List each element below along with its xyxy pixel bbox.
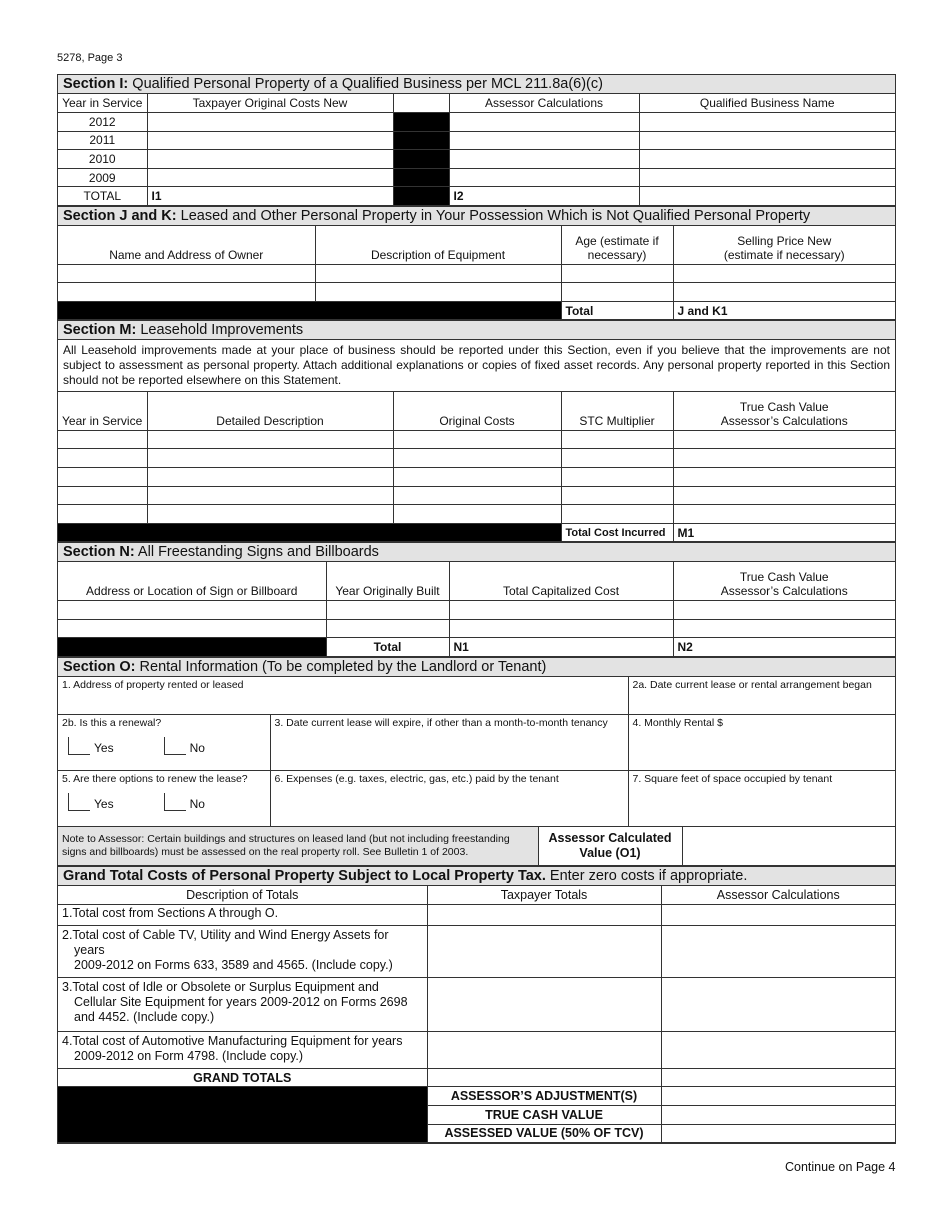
section-n-header [58,542,895,562]
assessor-calculated-value-label [538,827,682,865]
col-sign-address: Address or Location of Sign or Billboard [58,562,326,600]
continue-note: Continue on Page 4 [785,1160,896,1174]
section-i-title-bold: Section I: [63,76,129,92]
renewal-question [58,715,270,771]
lease-expire-field[interactable]: 3. Date current lease will expire, if other than a month-to-month tenancy [270,715,628,771]
address-input[interactable] [58,600,326,619]
tcv-input[interactable] [673,468,895,487]
options-no-checkbox[interactable] [164,793,186,811]
tcv-input[interactable] [673,619,895,638]
grand-total-title: Enter zero costs if appropriate. [545,867,748,884]
assessor-total-input[interactable] [661,925,895,977]
options-yes-label: Yes [94,797,114,812]
col-true-cash-value [673,392,895,430]
total-assessor-i2[interactable]: I2 [449,187,639,206]
jk-total-label: Total [561,301,673,320]
grand-totals-label: GRAND TOTALS [58,1068,427,1087]
address-input[interactable] [58,619,326,638]
cost-input[interactable] [147,131,393,150]
assessor-total-input[interactable] [661,904,895,925]
tcv-input[interactable] [673,505,895,524]
row2-line1: 2.Total cost of Cable TV, Utility and Wind Energy Assets for years [62,927,389,957]
assessor-input[interactable] [449,168,639,187]
year-cell: 2010 [58,150,147,169]
section-i-table [58,94,895,206]
year-input[interactable] [58,468,147,487]
year-cell: 2012 [58,113,147,132]
col-price-line1: Selling Price New [737,233,832,248]
year-input[interactable] [58,430,147,449]
col-true-cash-value [673,562,895,600]
grand-total-header [58,866,895,886]
col-taxpayer-cost: Taxpayer Original Costs New [147,94,393,113]
section-m-header [58,320,895,340]
form-body [57,74,896,1144]
section-i-header [58,75,895,94]
business-name-input[interactable] [639,168,895,187]
col-age [561,226,673,264]
true-cash-value-input[interactable] [661,1105,895,1124]
tcv-input[interactable] [673,430,895,449]
assessor-note-table [58,827,895,866]
total-row-label [58,1031,427,1068]
col-stc-multiplier: STC Multiplier [561,392,673,430]
assessor-adjustments-input[interactable] [661,1087,895,1106]
cost-input[interactable] [393,449,561,468]
assessor-total-input[interactable] [661,977,895,1031]
renewal-yes-checkbox[interactable] [68,737,90,755]
year-input[interactable] [58,449,147,468]
col-capitalized-cost: Total Capitalized Cost [449,562,673,600]
description-input[interactable] [147,505,393,524]
section-m-title: Leasehold Improvements [136,322,304,339]
lease-began-field[interactable]: 2a. Date current lease or rental arrangement began [628,677,895,715]
taxpayer-total-input[interactable] [427,977,661,1031]
col-age-line2: necessary) [587,247,647,262]
assessor-input[interactable] [449,150,639,169]
section-o-title: Rental Information (To be completed by the Landlord or Tenant) [135,658,547,675]
business-name-input[interactable] [639,113,895,132]
section-jk-header [58,206,895,226]
square-feet-field[interactable]: 7. Square feet of space occupied by tenant [628,771,895,827]
total-row-label: 1.Total cost from Sections A through O. [58,904,427,925]
section-m-title-bold: Section M: [63,322,137,339]
n-total-n2[interactable]: N2 [673,638,895,657]
description-input[interactable] [147,449,393,468]
section-o-title-bold: Section O: [63,658,136,675]
age-input[interactable] [561,283,673,302]
col-assessor-calculations: Assessor Calculations [449,94,639,113]
taxpayer-total-input[interactable] [427,925,661,977]
col-tcv-line2: Assessor’s Calculations [720,583,848,598]
row3-line2: Cellular Site Equipment for years 2009-2012 on Forms 2698 [74,994,408,1009]
col-selling-price [673,226,895,264]
equipment-input[interactable] [315,283,561,302]
section-jk-title-bold: Section J and K: [63,208,177,225]
col-original-costs: Original Costs [393,392,561,430]
tcv-input[interactable] [673,449,895,468]
price-input[interactable] [673,283,895,302]
page-id: 5278, Page 3 [57,52,123,64]
assessor-input[interactable] [449,113,639,132]
year-input[interactable] [326,619,449,638]
assessed-value-input[interactable] [661,1124,895,1143]
business-name-input[interactable] [639,131,895,150]
tcv-input[interactable] [673,600,895,619]
section-n-title-bold: Section N: [63,544,135,561]
section-m-table [58,392,895,542]
owner-input[interactable] [58,283,315,302]
stc-input[interactable] [561,449,673,468]
assessor-note: Note to Assessor: Certain buildings and structures on leased land (but not including freestanding signs and billboards) must be assessed on the real property roll. See Bulletin 1 of 2003. [58,827,538,865]
renewal-no-label: No [189,741,205,756]
section-n-table [58,562,895,656]
col-description-of-totals: Description of Totals [58,886,427,905]
section-jk-table [58,226,895,320]
section-m-instructions: All Leasehold improvements made at your place of business should be reported under this Section, even if you believe that the improvements are not subject to assessment as personal property. Attach additional explanations or copies of fixed asset records. Any personal property reported in this Section should not be reported elsewhere on this Statement. [58,340,895,392]
jk-total-k1[interactable]: J and K1 [673,301,895,320]
m-total-m1[interactable]: M1 [673,523,895,542]
row3-line1: 3.Total cost of Idle or Obsolete or Surplus Equipment and [62,979,379,994]
col-price-line2: (estimate if necessary) [723,247,845,262]
cost-input[interactable] [449,600,673,619]
row2-line2: 2009-2012 on Forms 633, 3589 and 4565. (Include copy.) [74,957,393,972]
col-tcv-line1: True Cash Value [739,399,829,414]
taxpayer-total-input[interactable] [427,904,661,925]
n-total-label: Total [326,638,449,657]
assessor-value-line1: Assessor Calculated [548,830,672,845]
business-name-input[interactable] [639,150,895,169]
stc-input[interactable] [561,468,673,487]
year-input[interactable] [58,486,147,505]
assessor-value-o1-input[interactable] [682,827,895,865]
blacked-out-cell [393,150,449,169]
rented-address-field[interactable]: 1. Address of property rented or leased [58,677,628,715]
cost-input[interactable] [393,468,561,487]
options-label: 5. Are there options to renew the lease? [62,773,248,786]
taxpayer-grand-total-input[interactable] [427,1068,661,1087]
col-qualified-business-name: Qualified Business Name [639,94,895,113]
stc-input[interactable] [561,430,673,449]
section-i-title: Qualified Personal Property of a Qualified Business per MCL 211.8a(6)(c) [128,76,603,92]
col-owner: Name and Address of Owner [58,226,315,264]
blank-cell [639,187,895,206]
col-detailed-description: Detailed Description [147,392,393,430]
blacked-out-cell [58,301,561,320]
true-cash-value-label: TRUE CASH VALUE [427,1105,661,1124]
description-input[interactable] [147,430,393,449]
section-o-table [58,677,895,828]
col-assessor-calculations: Assessor Calculations [661,886,895,905]
row3-line3: and 4452. (Include copy.) [74,1009,215,1024]
options-no-label: No [189,797,205,812]
cost-input[interactable] [393,505,561,524]
stc-input[interactable] [561,486,673,505]
assessor-input[interactable] [449,131,639,150]
renewal-label: 2b. Is this a renewal? [62,717,162,730]
options-yes-checkbox[interactable] [68,793,90,811]
grand-total-table [58,886,895,1143]
blacked-out-cell [393,187,449,206]
renewal-yes-label: Yes [94,741,114,756]
col-tcv-line1: True Cash Value [739,569,829,584]
assessed-value-label: ASSESSED VALUE (50% OF TCV) [427,1124,661,1143]
blacked-out-cell [393,113,449,132]
cost-input[interactable] [393,430,561,449]
year-input[interactable] [58,505,147,524]
total-label: TOTAL [58,187,147,206]
blacked-out-cell [58,638,326,657]
col-equipment: Description of Equipment [315,226,561,264]
blacked-out-cell [58,523,561,542]
row4-line2: 2009-2012 on Form 4798. (Include copy.) [74,1048,304,1063]
cost-input[interactable] [449,619,673,638]
tenant-expenses-field[interactable]: 6. Expenses (e.g. taxes, electric, gas, etc.) paid by the tenant [270,771,628,827]
assessor-total-input[interactable] [661,1031,895,1068]
section-o-header [58,657,895,677]
total-cost-i1[interactable]: I1 [147,187,393,206]
cost-input[interactable] [147,150,393,169]
stc-input[interactable] [561,505,673,524]
options-question [58,771,270,827]
col-taxpayer-totals: Taxpayer Totals [427,886,661,905]
age-input[interactable] [561,264,673,283]
description-input[interactable] [147,486,393,505]
m-total-label: Total Cost Incurred [561,523,673,542]
grand-total-title-bold: Grand Total Costs of Personal Property Subject to Local Property Tax. [63,867,546,884]
year-cell: 2009 [58,168,147,187]
col-year-built: Year Originally Built [326,562,449,600]
equipment-input[interactable] [315,264,561,283]
blank-cell [393,94,449,113]
section-n-title: All Freestanding Signs and Billboards [134,544,379,561]
tcv-input[interactable] [673,486,895,505]
assessor-grand-total-input[interactable] [661,1068,895,1087]
taxpayer-total-input[interactable] [427,1031,661,1068]
blacked-out-cell [393,168,449,187]
cost-input[interactable] [393,486,561,505]
total-row-label [58,925,427,977]
col-tcv-line2: Assessor’s Calculations [720,413,848,428]
section-jk-title: Leased and Other Personal Property in Your Possession Which is Not Qualified Personal Property [176,208,811,225]
cost-input[interactable] [147,113,393,132]
cost-input[interactable] [147,168,393,187]
description-input[interactable] [147,468,393,487]
blacked-out-cell [393,131,449,150]
col-year-in-service: Year in Service [58,94,147,113]
col-year-in-service: Year in Service [58,392,147,430]
renewal-no-checkbox[interactable] [164,737,186,755]
price-input[interactable] [673,264,895,283]
monthly-rental-field[interactable]: 4. Monthly Rental $ [628,715,895,771]
assessor-value-line2: Value (O1) [579,845,641,860]
owner-input[interactable] [58,264,315,283]
assessor-adjustments-label: ASSESSOR’S ADJUSTMENT(S) [427,1087,661,1106]
row4-line1: 4.Total cost of Automotive Manufacturing Equipment for years [62,1033,403,1048]
year-input[interactable] [326,600,449,619]
year-cell: 2011 [58,131,147,150]
blacked-out-cell [58,1087,427,1143]
n-total-n1[interactable]: N1 [449,638,673,657]
total-row-label [58,977,427,1031]
col-age-line1: Age (estimate if [575,233,659,248]
